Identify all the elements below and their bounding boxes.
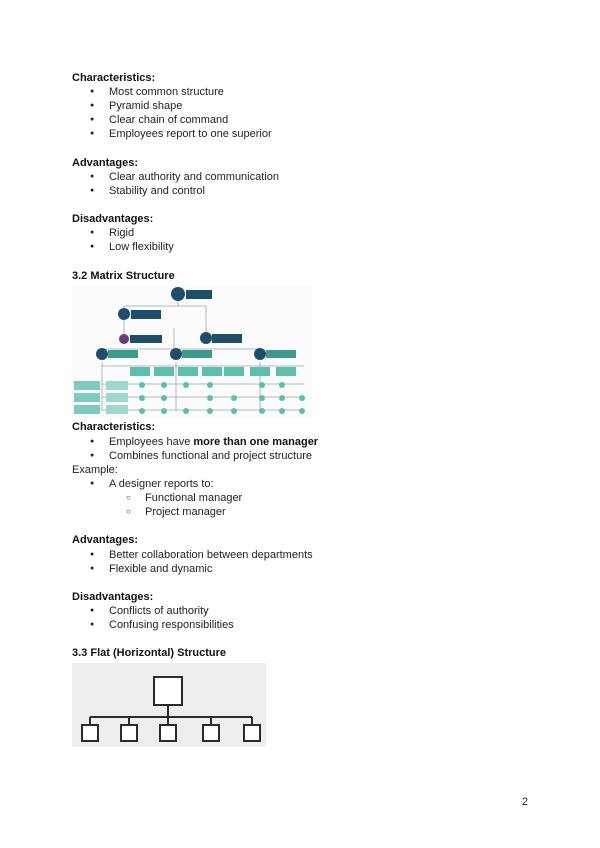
list-item: ● Better collaboration between departments	[90, 548, 313, 562]
matrix-characteristics-list	[90, 435, 318, 463]
disadvantages-heading: Disadvantages:	[72, 213, 154, 225]
child-box	[203, 725, 219, 741]
list-item: ● Most common structure	[90, 85, 272, 99]
matrix-disadvantages-list	[90, 604, 234, 632]
top-box	[154, 677, 182, 705]
list-item: ● A designer reports to:	[90, 477, 214, 491]
list-item: ● Pyramid shape	[90, 99, 272, 113]
manager-avatar-icon	[171, 287, 185, 301]
manager-avatar-icon	[200, 332, 212, 344]
list-item: ● Clear authority and communication	[90, 170, 279, 184]
child-box	[82, 725, 98, 741]
matrix-characteristics-heading: Characteristics:	[72, 421, 156, 433]
disadvantages-list	[90, 226, 174, 254]
list-item: ● Confusing responsibilities	[90, 618, 234, 632]
manager-avatar-icon	[254, 348, 266, 360]
list-item: ● Combines functional and project structure	[90, 449, 318, 463]
advantages-list	[90, 170, 279, 198]
matrix-disadvantages-heading: Disadvantages:	[72, 591, 154, 603]
list-item: ● Low flexibility	[90, 240, 174, 254]
child-box	[244, 725, 260, 741]
list-item: ● Rigid	[90, 226, 174, 240]
matrix-advantages-list	[90, 548, 313, 576]
list-item	[90, 435, 318, 449]
list-item: ● Stability and control	[90, 184, 279, 198]
advantages-heading: Advantages:	[72, 157, 139, 169]
example-label: Example:	[72, 464, 118, 476]
characteristics-list	[90, 85, 272, 141]
list-item: ○ Project manager	[126, 505, 242, 519]
manager-avatar-icon	[119, 334, 129, 344]
matrix-advantages-heading: Advantages:	[72, 534, 139, 546]
page-number: 2	[521, 796, 528, 808]
child-box	[121, 725, 137, 741]
list-item: ● Employees report to one superior	[90, 127, 272, 141]
example-sublist	[126, 491, 242, 519]
example-list	[90, 477, 214, 491]
matrix-structure-heading: 3.2 Matrix Structure	[72, 270, 175, 282]
list-item: ● Flexible and dynamic	[90, 562, 313, 576]
matrix-structure-diagram	[72, 286, 312, 418]
characteristics-heading: Characteristics:	[72, 72, 156, 84]
list-item: ● Clear chain of command	[90, 113, 272, 127]
manager-avatar-icon	[96, 348, 108, 360]
emphasis-text: more than one manager	[193, 436, 319, 448]
list-item-text: Employees have	[109, 436, 194, 448]
child-box	[160, 725, 176, 741]
list-item: ○ Functional manager	[126, 491, 242, 505]
list-item: ● Conflicts of authority	[90, 604, 234, 618]
flat-structure-diagram	[72, 663, 266, 747]
flat-structure-heading: 3.3 Flat (Horizontal) Structure	[72, 647, 227, 659]
manager-avatar-icon	[170, 348, 182, 360]
manager-avatar-icon	[118, 308, 130, 320]
